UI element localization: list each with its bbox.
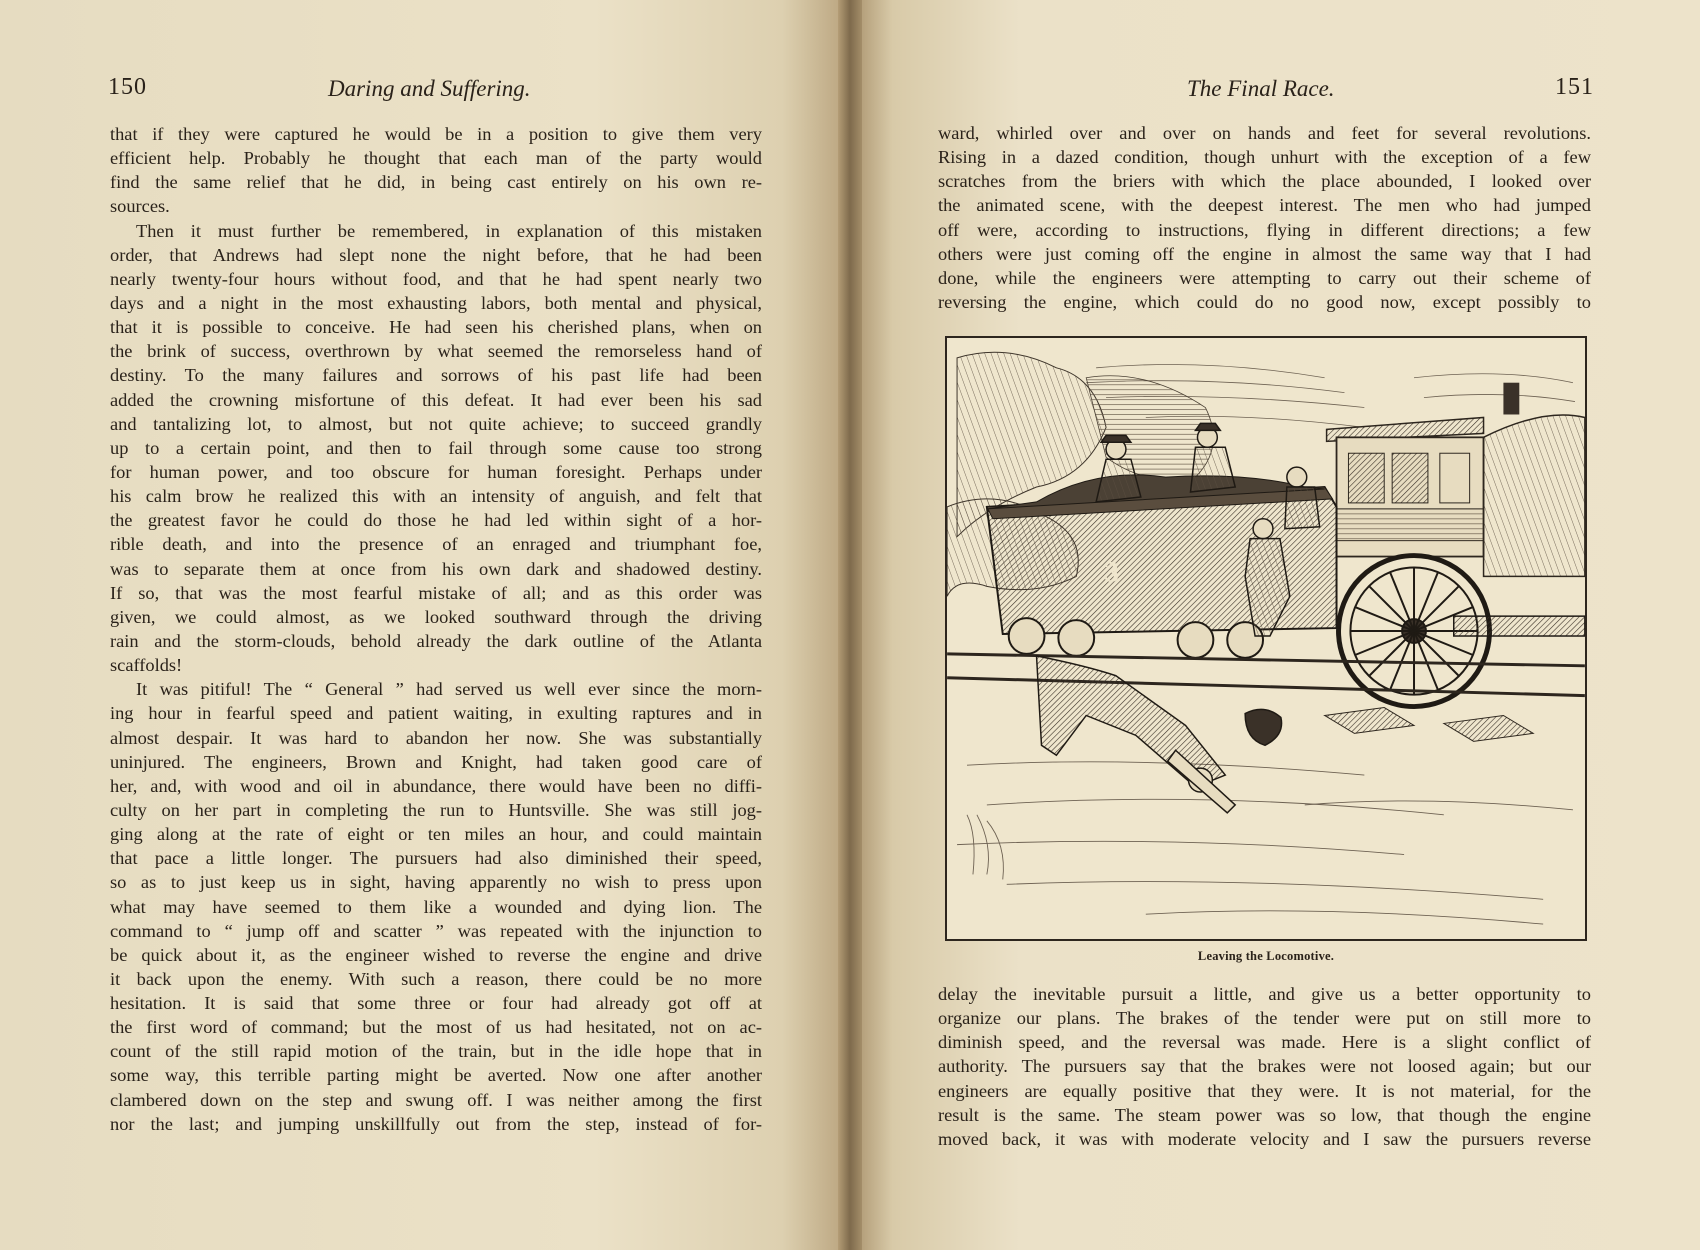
text-line: some way, this terrible parting might be averted. Now one after another bbox=[110, 1065, 762, 1086]
text-line: hesitation. It is said that some three or four had already got off at bbox=[110, 993, 762, 1014]
text-line: the animated scene, with the deepest interest. The men who had jumped bbox=[938, 195, 1591, 216]
right-page-number: 151 bbox=[1555, 74, 1594, 100]
text-line: ward, whirled over and over on hands and feet for several revolutions. bbox=[938, 123, 1591, 143]
text-line: the first word of command; but the most of us had hesitated, not on ac- bbox=[110, 1017, 762, 1038]
text-line: that if they were captured he would be in a position to give them very bbox=[110, 124, 762, 144]
text-line: off were, according to instructions, flying in different directions; a few bbox=[938, 219, 1591, 240]
text-line: find the same relief that he did, in being cast entirely on his own re- bbox=[110, 172, 762, 193]
locomotive-illustration bbox=[945, 336, 1587, 941]
text-line: command to “ jump off and scatter ” was repeated with the injunction to bbox=[110, 920, 762, 941]
text-line: what may have seemed to them like a wounded and dying lion. The bbox=[110, 896, 762, 917]
text-line: sources. bbox=[110, 196, 170, 217]
text-line: and tantalizing lot, to almost, but not quite achieve; to succeed grandly bbox=[110, 413, 762, 434]
text-line: that pace a little longer. The pursuers had also diminished their speed, bbox=[110, 848, 762, 869]
text-line: added the crowning misfortune of this defeat. It had ever been his sad bbox=[110, 389, 762, 410]
text-line: nor the last; and jumping unskillfully out from the step, instead of for- bbox=[110, 1113, 762, 1134]
text-line: authority. The pursuers say that the brakes were not loosed again; but our bbox=[938, 1056, 1591, 1077]
text-line: given, we could almost, as we looked southward through the driving bbox=[110, 606, 762, 627]
right-running-title: The Final Race. bbox=[1187, 76, 1335, 101]
text-line: was to separate them at once from his own dark and shadowed destiny. bbox=[110, 558, 762, 579]
text-line: delay the inevitable pursuit a little, and give us a better opportunity to bbox=[938, 984, 1591, 1004]
text-line: up to a certain point, and then to fail through some cause too strong bbox=[110, 437, 762, 458]
illustration-caption: Leaving the Locomotive. bbox=[1197, 949, 1335, 963]
right-body-text-bottom bbox=[938, 982, 1591, 1151]
text-line: scaffolds! bbox=[110, 655, 183, 676]
text-line: the greatest favor he could do those he had led within sight of a hor- bbox=[110, 510, 762, 531]
text-line: culty on her part in completing the run to Huntsville. She was still jog- bbox=[110, 799, 762, 820]
text-line: efficient help. Probably he thought that each man of the party would bbox=[110, 148, 762, 169]
text-line: order, that Andrews had slept none the night before, that he had been bbox=[110, 244, 762, 265]
text-line: his calm brow he realized this with an intensity of anguish, and felt that bbox=[110, 486, 762, 507]
book-gutter bbox=[838, 0, 862, 1250]
left-running-head bbox=[0, 76, 850, 106]
text-line: diminish speed, and the reversal was made. Here is a slight conflict of bbox=[938, 1032, 1591, 1053]
text-line: nearly twenty-four hours without food, and that he had spent nearly two bbox=[110, 268, 762, 289]
text-line: clambered down on the step and swung off. I was neither among the first bbox=[110, 1089, 762, 1110]
left-page-number: 150 bbox=[108, 74, 147, 100]
text-line: be quick about it, as the engineer wished to reverse the engine and drive bbox=[110, 944, 762, 965]
text-line: reversing the engine, which could do no good now, except possibly to bbox=[938, 291, 1591, 312]
text-line: moved back, it was with moderate velocity and I saw the pursuers reverse bbox=[938, 1128, 1591, 1149]
text-line: ging along at the rate of eight or ten miles an hour, and could maintain bbox=[110, 824, 762, 845]
text-line: If so, that was the most fearful mistake of all; and as this order was bbox=[110, 582, 762, 603]
right-running-head bbox=[850, 76, 1700, 106]
text-line: that it is possible to conceive. He had seen his cherished plans, when on bbox=[110, 317, 762, 338]
text-line: It was pitiful! The “ General ” had served us well ever since the morn- bbox=[136, 679, 762, 700]
text-line: almost despair. It was hard to abandon her now. She was substantially bbox=[110, 727, 762, 748]
text-line: count of the still rapid motion of the train, but in the idle hope that in bbox=[110, 1041, 762, 1062]
tender-number: 3 bbox=[1104, 555, 1119, 589]
text-line: it back upon the enemy. With such a reason, there could be no more bbox=[110, 968, 762, 989]
text-line: her, and, with wood and oil in abundance, there would have been no diffi- bbox=[110, 775, 762, 796]
text-line: rain and the storm-clouds, behold already the dark outline of the Atlanta bbox=[110, 630, 762, 651]
left-running-title: Daring and Suffering. bbox=[328, 76, 531, 101]
text-line: Then it must further be remembered, in explanation of this mistaken bbox=[136, 220, 762, 241]
text-line: scratches from the briers with which the place abounded, I looked over bbox=[938, 171, 1591, 192]
right-body-text-top bbox=[938, 121, 1591, 314]
text-line: destiny. To the many failures and sorrows of his past life had been bbox=[110, 365, 762, 386]
text-line: ing hour in fearful speed and patient waiting, in exulting raptures and in bbox=[110, 703, 762, 724]
text-line: uninjured. The engineers, Brown and Knight, had taken good care of bbox=[110, 751, 762, 772]
smokestack bbox=[1503, 383, 1519, 415]
locomotive-cab bbox=[1327, 415, 1585, 576]
text-line: the brink of success, overthrown by what seemed the remorseless hand of bbox=[110, 341, 762, 362]
text-line: others were just coming off the engine in almost the same way that I had bbox=[938, 243, 1591, 264]
text-line: days and a night in the most exhausting labors, both mental and physical, bbox=[110, 292, 762, 313]
text-line: rible death, and into the presence of an enraged and triumphant foe, bbox=[110, 534, 762, 555]
text-line: done, while the engineers were attempting to carry out their scheme of bbox=[938, 267, 1591, 288]
text-line: organize our plans. The brakes of the tender were put on still more to bbox=[938, 1008, 1591, 1029]
text-line: so as to just keep us in sight, having apparently no wish to press upon bbox=[110, 872, 762, 893]
text-line: for human power, and too obscure for human foresight. Perhaps under bbox=[110, 461, 762, 482]
text-line: result is the same. The steam power was so low, that though the engine bbox=[938, 1104, 1591, 1125]
left-body-text bbox=[110, 122, 762, 1136]
text-line: engineers are equally positive that they were. It is not material, for the bbox=[938, 1080, 1591, 1101]
text-line: Rising in a dazed condition, though unhurt with the exception of a few bbox=[938, 147, 1591, 168]
